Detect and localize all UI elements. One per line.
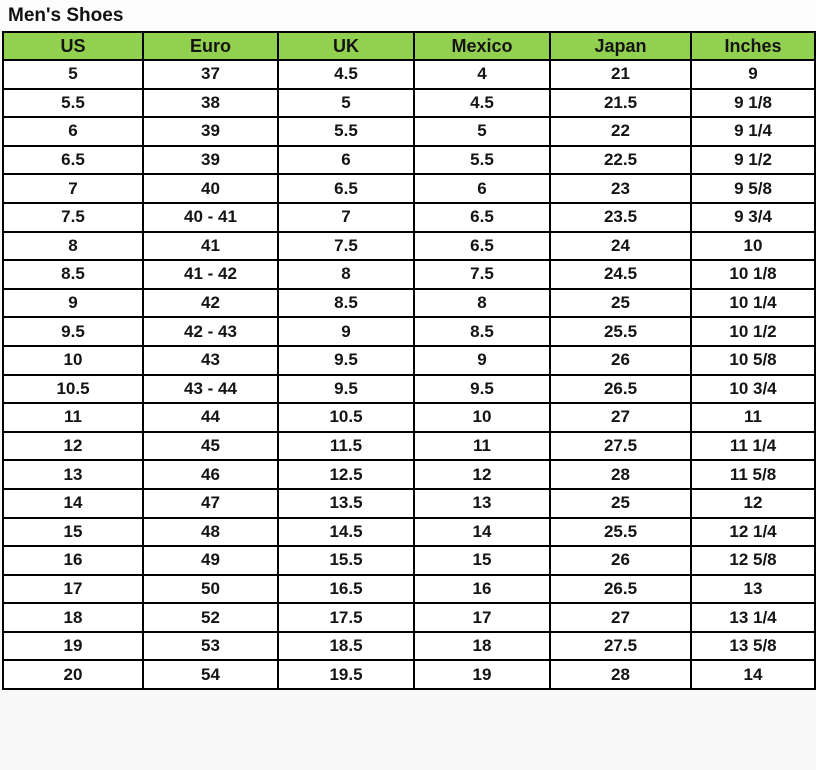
table-cell: 26 [550, 546, 691, 575]
table-cell: 26.5 [550, 575, 691, 604]
table-cell: 7.5 [414, 260, 550, 289]
table-cell: 10 1/2 [691, 317, 815, 346]
table-cell: 12 [414, 460, 550, 489]
table-cell: 16 [414, 575, 550, 604]
table-row [3, 403, 815, 432]
table-row [3, 60, 815, 89]
table-cell: 6.5 [3, 146, 143, 175]
table-cell: 10 1/8 [691, 260, 815, 289]
table-cell: 12.5 [278, 460, 414, 489]
table-cell: 9 [3, 289, 143, 318]
table-row [3, 117, 815, 146]
column-header-us: US [3, 32, 143, 60]
table-cell: 18 [414, 632, 550, 661]
table-row [3, 346, 815, 375]
table-cell: 13 1/4 [691, 603, 815, 632]
table-cell: 8.5 [3, 260, 143, 289]
table-cell: 18 [3, 603, 143, 632]
table-row [3, 460, 815, 489]
column-header-inches: Inches [691, 32, 815, 60]
table-cell: 9 1/8 [691, 89, 815, 118]
table-cell: 9 1/2 [691, 146, 815, 175]
table-cell: 47 [143, 489, 278, 518]
table-cell: 8.5 [278, 289, 414, 318]
table-row [3, 289, 815, 318]
table-cell: 10 5/8 [691, 346, 815, 375]
table-cell: 5 [414, 117, 550, 146]
table-cell: 8 [3, 232, 143, 261]
table-cell: 6.5 [278, 174, 414, 203]
table-cell: 10.5 [3, 375, 143, 404]
table-cell: 38 [143, 89, 278, 118]
header-row [3, 32, 815, 60]
table-cell: 27 [550, 603, 691, 632]
table-row [3, 603, 815, 632]
table-cell: 7 [3, 174, 143, 203]
table-cell: 12 1/4 [691, 518, 815, 547]
table-cell: 13 [414, 489, 550, 518]
table-cell: 8 [278, 260, 414, 289]
table-cell: 41 [143, 232, 278, 261]
table-cell: 20 [3, 660, 143, 689]
table-cell: 48 [143, 518, 278, 547]
table-cell: 43 [143, 346, 278, 375]
table-cell: 17.5 [278, 603, 414, 632]
table-cell: 5 [278, 89, 414, 118]
table-cell: 11 1/4 [691, 432, 815, 461]
table-cell: 13 [3, 460, 143, 489]
column-header-uk: UK [278, 32, 414, 60]
table-cell: 4.5 [278, 60, 414, 89]
table-cell: 10 1/4 [691, 289, 815, 318]
table-cell: 6 [414, 174, 550, 203]
table-cell: 16 [3, 546, 143, 575]
table-cell: 19.5 [278, 660, 414, 689]
table-cell: 11 [3, 403, 143, 432]
table-row [3, 632, 815, 661]
table-cell: 39 [143, 117, 278, 146]
table-cell: 7.5 [278, 232, 414, 261]
table-cell: 9.5 [278, 375, 414, 404]
column-header-japan: Japan [550, 32, 691, 60]
table-cell: 14.5 [278, 518, 414, 547]
table-cell: 23 [550, 174, 691, 203]
table-cell: 10 3/4 [691, 375, 815, 404]
table-cell: 11 [414, 432, 550, 461]
table-cell: 43 - 44 [143, 375, 278, 404]
table-cell: 5.5 [278, 117, 414, 146]
table-cell: 11 5/8 [691, 460, 815, 489]
table-cell: 19 [414, 660, 550, 689]
table-cell: 22.5 [550, 146, 691, 175]
table-cell: 26 [550, 346, 691, 375]
table-cell: 9 [691, 60, 815, 89]
table-cell: 15 [414, 546, 550, 575]
table-row [3, 575, 815, 604]
table-cell: 50 [143, 575, 278, 604]
table-cell: 40 [143, 174, 278, 203]
table-cell: 49 [143, 546, 278, 575]
table-cell: 9 5/8 [691, 174, 815, 203]
table-cell: 8 [414, 289, 550, 318]
table-cell: 54 [143, 660, 278, 689]
table-row [3, 660, 815, 689]
table-cell: 5.5 [414, 146, 550, 175]
table-cell: 4 [414, 60, 550, 89]
table-cell: 39 [143, 146, 278, 175]
table-cell: 24 [550, 232, 691, 261]
table-cell: 37 [143, 60, 278, 89]
table-row [3, 317, 815, 346]
table-row [3, 174, 815, 203]
table-cell: 21.5 [550, 89, 691, 118]
table-cell: 28 [550, 460, 691, 489]
table-cell: 10 [691, 232, 815, 261]
table-cell: 45 [143, 432, 278, 461]
table-cell: 9 [414, 346, 550, 375]
table-row [3, 89, 815, 118]
table-cell: 14 [414, 518, 550, 547]
table-row [3, 489, 815, 518]
table-cell: 16.5 [278, 575, 414, 604]
table-cell: 14 [691, 660, 815, 689]
table-cell: 25.5 [550, 518, 691, 547]
table-cell: 13 [691, 575, 815, 604]
table-cell: 14 [3, 489, 143, 518]
table-cell: 6.5 [414, 232, 550, 261]
table-cell: 4.5 [414, 89, 550, 118]
table-cell: 10 [3, 346, 143, 375]
table-cell: 12 [3, 432, 143, 461]
table-cell: 26.5 [550, 375, 691, 404]
table-body [3, 60, 815, 689]
table-row [3, 203, 815, 232]
table-cell: 28 [550, 660, 691, 689]
table-cell: 10.5 [278, 403, 414, 432]
table-cell: 23.5 [550, 203, 691, 232]
table-cell: 5.5 [3, 89, 143, 118]
table-cell: 7.5 [3, 203, 143, 232]
size-conversion-table [2, 31, 816, 690]
table-cell: 15.5 [278, 546, 414, 575]
table-cell: 9.5 [3, 317, 143, 346]
table-cell: 24.5 [550, 260, 691, 289]
table-cell: 7 [278, 203, 414, 232]
table-row [3, 518, 815, 547]
table-row [3, 432, 815, 461]
table-cell: 27 [550, 403, 691, 432]
table-cell: 8.5 [414, 317, 550, 346]
table-cell: 10 [414, 403, 550, 432]
table-cell: 5 [3, 60, 143, 89]
table-cell: 6 [278, 146, 414, 175]
table-cell: 22 [550, 117, 691, 146]
table-cell: 25 [550, 489, 691, 518]
table-cell: 27.5 [550, 432, 691, 461]
table-cell: 13.5 [278, 489, 414, 518]
table-cell: 15 [3, 518, 143, 547]
table-row [3, 146, 815, 175]
table-cell: 46 [143, 460, 278, 489]
table-cell: 17 [414, 603, 550, 632]
table-cell: 11 [691, 403, 815, 432]
table-cell: 17 [3, 575, 143, 604]
column-header-mexico: Mexico [414, 32, 550, 60]
table-cell: 9.5 [414, 375, 550, 404]
table-cell: 9 [278, 317, 414, 346]
table-cell: 18.5 [278, 632, 414, 661]
table-cell: 27.5 [550, 632, 691, 661]
table-cell: 6.5 [414, 203, 550, 232]
table-row [3, 546, 815, 575]
table-cell: 42 - 43 [143, 317, 278, 346]
page-title: Men's Shoes [0, 0, 816, 31]
table-cell: 44 [143, 403, 278, 432]
table-cell: 12 5/8 [691, 546, 815, 575]
table-cell: 21 [550, 60, 691, 89]
table-cell: 42 [143, 289, 278, 318]
table-row [3, 375, 815, 404]
table-row [3, 232, 815, 261]
table-cell: 25.5 [550, 317, 691, 346]
table-cell: 11.5 [278, 432, 414, 461]
table-cell: 40 - 41 [143, 203, 278, 232]
table-cell: 25 [550, 289, 691, 318]
table-cell: 13 5/8 [691, 632, 815, 661]
table-cell: 53 [143, 632, 278, 661]
table-cell: 9.5 [278, 346, 414, 375]
table-cell: 41 - 42 [143, 260, 278, 289]
table-cell: 9 1/4 [691, 117, 815, 146]
table-cell: 52 [143, 603, 278, 632]
column-header-euro: Euro [143, 32, 278, 60]
table-cell: 9 3/4 [691, 203, 815, 232]
table-row [3, 260, 815, 289]
table-cell: 6 [3, 117, 143, 146]
table-cell: 12 [691, 489, 815, 518]
table-cell: 19 [3, 632, 143, 661]
